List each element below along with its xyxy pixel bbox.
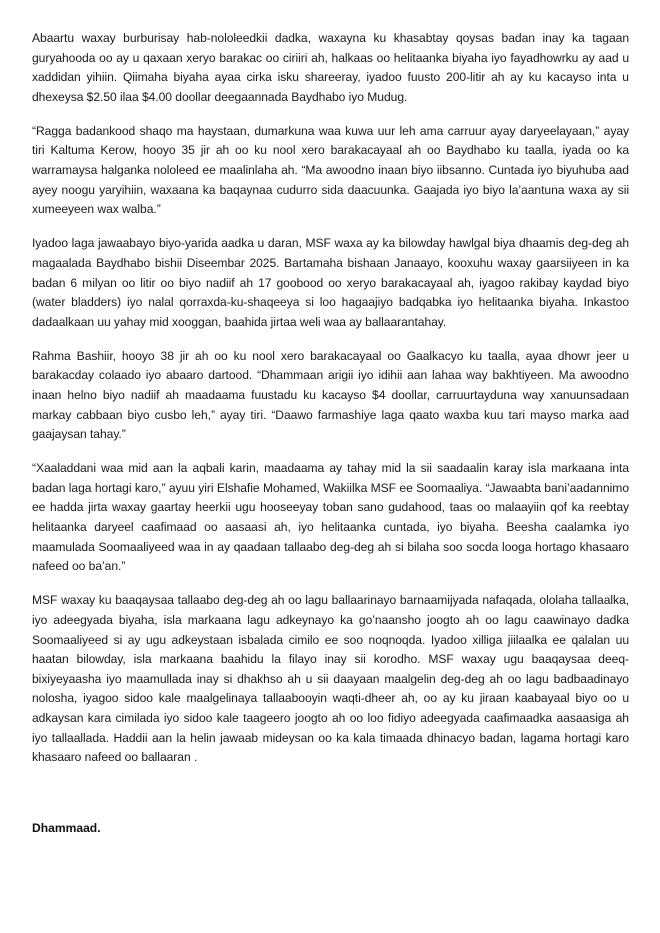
document-body <box>32 29 629 782</box>
paragraph-drought-displacement: Abaartu waxay burburisay hab-nololeedkii dadka, waxayna ku khasabtay qoysas badan inay ka tagaan guryahooda oo ay u qaxaan xeryo barakac oo ciriiri ah, halkaas oo helitaanka biyaha iyo fayadhowrku ay aad u xaddidan yihiin. Qiimaha biyaha ayaa cirka isku shareeray, iyadoo fuusto 200-litir ah ay ku kacayso inta u dhexeysa $2.50 ilaa $4.00 doollar deegaannada Baydhabo iyo Mudug. <box>32 31 629 104</box>
paragraph-kaltuma-kerow-quote: “Ragga badankood shaqo ma haystaan, dumarkuna waa kuwa uur leh ama carruur ayay daryeelayaan,” ayay tiri Kaltuma Kerow, hooyo 35 jir ah oo ku nool xero barakacayaal ah oo Baydhabo ku taalla, iyada oo ka warramaysa halganka nololeed ee maalinlaha ah. “Ma awoodno inaan biyo iibsanno. Cuntada iyo biyuhuba aad ayey noogu yaryihiin, waxaana ka baqaynaa cudurro sida daacuunka. Gaajada iyo biyo la’aantuna waxa ay sii xumeeyeen wax walba.” <box>32 123 629 217</box>
paragraph-rahma-bashiir-quote: Rahma Bashiir, hooyo 38 jir ah oo ku nool xero barakacayaal oo Gaalkacyo ku taalla, ayaa dhowr jeer u barakacday colaado iyo abaaro dartood. “Dhammaan arigii iyo idihii aan lahaa way bakhtiyeen. Ma awoodno inaan helno biyo nadiif ah maadaama fuustadu ku kacayso $4 doollar, carruurtayduna way xanuunsadaan markay cabbaan biyo cusbo leh,” ayay tiri. “Daawo farmashiye laga qaato waxba kuu tari mayso marka aad gaajaysan tahay.” <box>32 348 629 442</box>
paragraph-msf-call-to-action: MSF waxay ku baaqaysaa tallaabo deg-deg ah oo lagu ballaarinayo barnaamijyada nafaqada, ololaha tallaalka, iyo adeegyada biyaha, isla markaana lagu adkeynayo ka go’naansho joogto ah oo lagu caawinayo dadka Soomaaliyeed si ay ugu adkeystaan isbalada cimilo ee soo noqnoqda. Iyadoo xilliga jiilaalka ee qalalan uu haatan bilowday, isla markaana baahidu la filayo inay sii korodho. MSF waxay ugu baaqaysaa deeq-bixiyeyaasha iyo maamullada inay si dhakhso ah u sii daayaan maalgelin deg-deg ah oo lagu badbaadinayo nolosha, iyagoo sidoo kale maalgelinaya tallaabooyin waqti-dheer ah, oo ay ku jiraan kaabayaal biyo oo u adkaysan kara cimilada iyo sidoo kale taageero joogto ah oo loo fidiyo adeegyada caafimaadka aasaasiga ah iyo tallaallada. Haddii aan la helin jawaab mideysan oo ka kala timaada dhinacyo badan, lagama hortagi karo khasaaro nafeed oo ballaaran . <box>32 593 629 765</box>
paragraph-msf-water-trucking: Iyadoo laga jawaabayo biyo-yarida aadka u daran, MSF waxa ay ka bilowday hawlgal biya dhaamis deg-deg ah magaalada Baydhabo bishii Diseembar 2025. Bartamaha bishaan Janaayo, kooxuhu waxay gaarsiiyeen in ka badan 6 milyan oo litir oo biyo nadiif ah 17 goobood oo xeryo barakacayaal ah, iyagoo rakibay kaydad biyo (water bladders) iyo nalal qorraxda-ku-shaqeeya si loo hagaajiyo badqabka iyo helitaanka biyaha. Inkastoo dadaalkaan uu yahay mid xooggan, baahida jirtaa weli waa ay ballaarantahay. <box>32 236 629 329</box>
paragraph-elshafie-mohamed-quote: “Xaaladdani waa mid aan la aqbali karin, maadaama ay tahay mid la sii saadaalin karay isla markaana inta badan laga hortagi karo,” ayuu yiri Elshafie Mohamed, Wakiilka MSF ee Soomaaliya. “Jawaabta bani’aadannimo ee hadda jirta waxay gaartay heerkii ugu hooseeyay toban sano gudahood, taas oo malaayiin qof ka reebtay helitaanka daryeel caafimaad oo aasaasi ah, iyo helitaanka cuntada, iyo biyaha. Beesha caalamka iyo maamulada Soomaaliyeed waa in ay qaadaan tallaabo deg-deg ah si bilaha soo socda looga hortago khasaaro nafeed oo ba’an.” <box>32 461 629 574</box>
document-signoff: Dhammaad. <box>32 821 101 835</box>
